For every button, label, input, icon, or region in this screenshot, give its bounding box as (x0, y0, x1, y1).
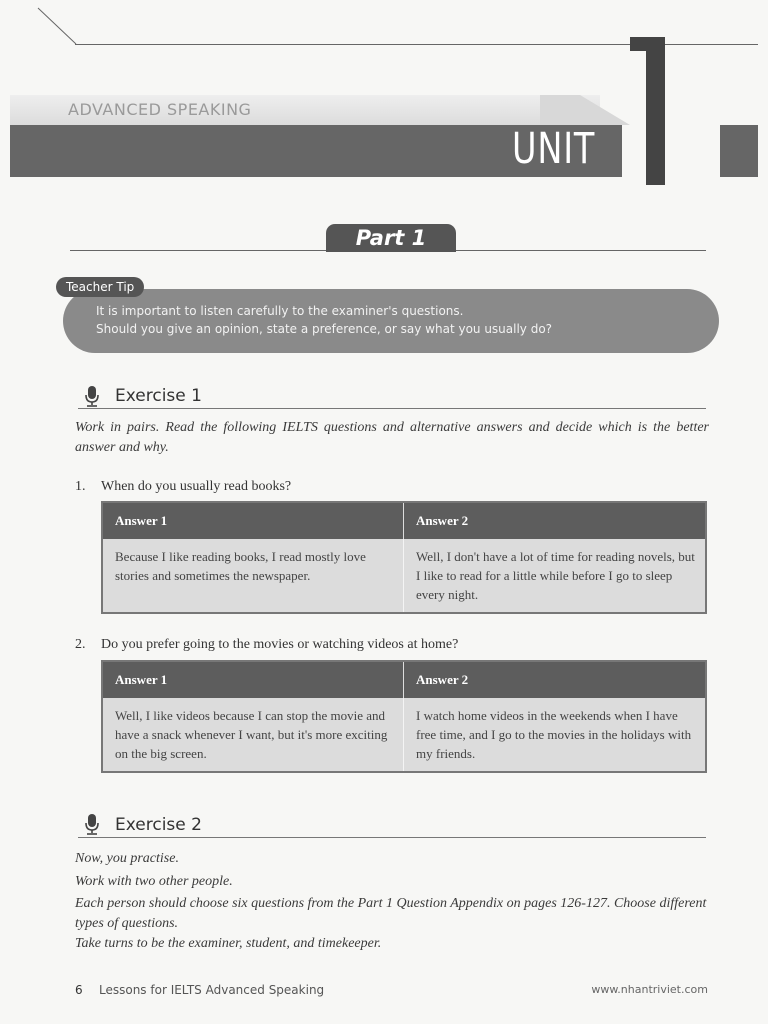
exercise-1-instruction: Work in pairs. Read the following IELTS questions and alternative answers and decide which is the better answer and why. (75, 420, 709, 455)
page-number: 6 (75, 983, 83, 997)
teacher-tip-box (63, 289, 719, 353)
teacher-tip-line: Should you give an opinion, state a preference, or say what you usually do? (96, 322, 553, 336)
exercise-2-line: Now, you practise. (75, 851, 179, 866)
microphone-icon (84, 813, 100, 835)
answer-table-1 (101, 501, 707, 614)
answer-table-2 (101, 660, 707, 773)
question-2-number: 2. (75, 637, 86, 652)
exercise-2-line: Each person should choose six questions from the Part 1 Question Appendix on pages 126-127. Choose different types of questions. (75, 896, 707, 931)
answer-2-text: I watch home videos in the weekends when I have free time, and I go to the movies in the holidays with my friends. (416, 708, 692, 761)
question-1-text: When do you usually read books? (101, 479, 292, 494)
exercise-1-title: Exercise 1 (115, 386, 202, 406)
website-link[interactable]: www.nhantriviet.com (591, 983, 708, 996)
corner-decoration (0, 0, 80, 50)
answer-table-row (103, 539, 705, 612)
exercise-2-line: Work with two other people. (75, 874, 233, 889)
exercise-2-rule (78, 837, 706, 838)
answer-table-header (103, 503, 705, 539)
answer-1-text: Because I like reading books, I read mostly love stories and sometimes the newspaper. (103, 539, 404, 612)
microphone-icon (84, 385, 100, 407)
series-label: ADVANCED SPEAKING (68, 100, 252, 119)
unit-word: UNIT (512, 124, 596, 174)
part-label: Part 1 (355, 226, 427, 250)
header-band-slant (540, 95, 630, 126)
unit-number (630, 37, 665, 185)
teacher-tip-badge: Teacher Tip (56, 277, 144, 297)
exercise-2-line: Take turns to be the examiner, student, and timekeeper. (75, 936, 382, 951)
exercise-1-rule (78, 408, 706, 409)
answer-1-text: Well, I like videos because I can stop the movie and have a snack whenever I want, but it's more exciting on the big screen. (103, 698, 404, 771)
answer-2-header: Answer 2 (416, 672, 469, 687)
answer-2-text: Well, I don't have a lot of time for reading novels, but I like to read for a little while before I go to sleep every night. (416, 549, 695, 602)
answer-1-header: Answer 1 (103, 662, 404, 698)
unit-number-stem (646, 37, 665, 185)
question-2-text: Do you prefer going to the movies or watching videos at home? (101, 637, 459, 652)
answer-table-row (103, 698, 705, 771)
exercise-2-title: Exercise 2 (115, 815, 202, 835)
answer-1-header: Answer 1 (103, 503, 404, 539)
answer-table-header (103, 662, 705, 698)
teacher-tip-line: It is important to listen carefully to the examiner's questions. (96, 304, 464, 318)
unit-square (720, 125, 758, 177)
book-title: Lessons for IELTS Advanced Speaking (99, 983, 325, 997)
question-1-number: 1. (75, 479, 86, 494)
answer-2-header: Answer 2 (416, 513, 469, 528)
